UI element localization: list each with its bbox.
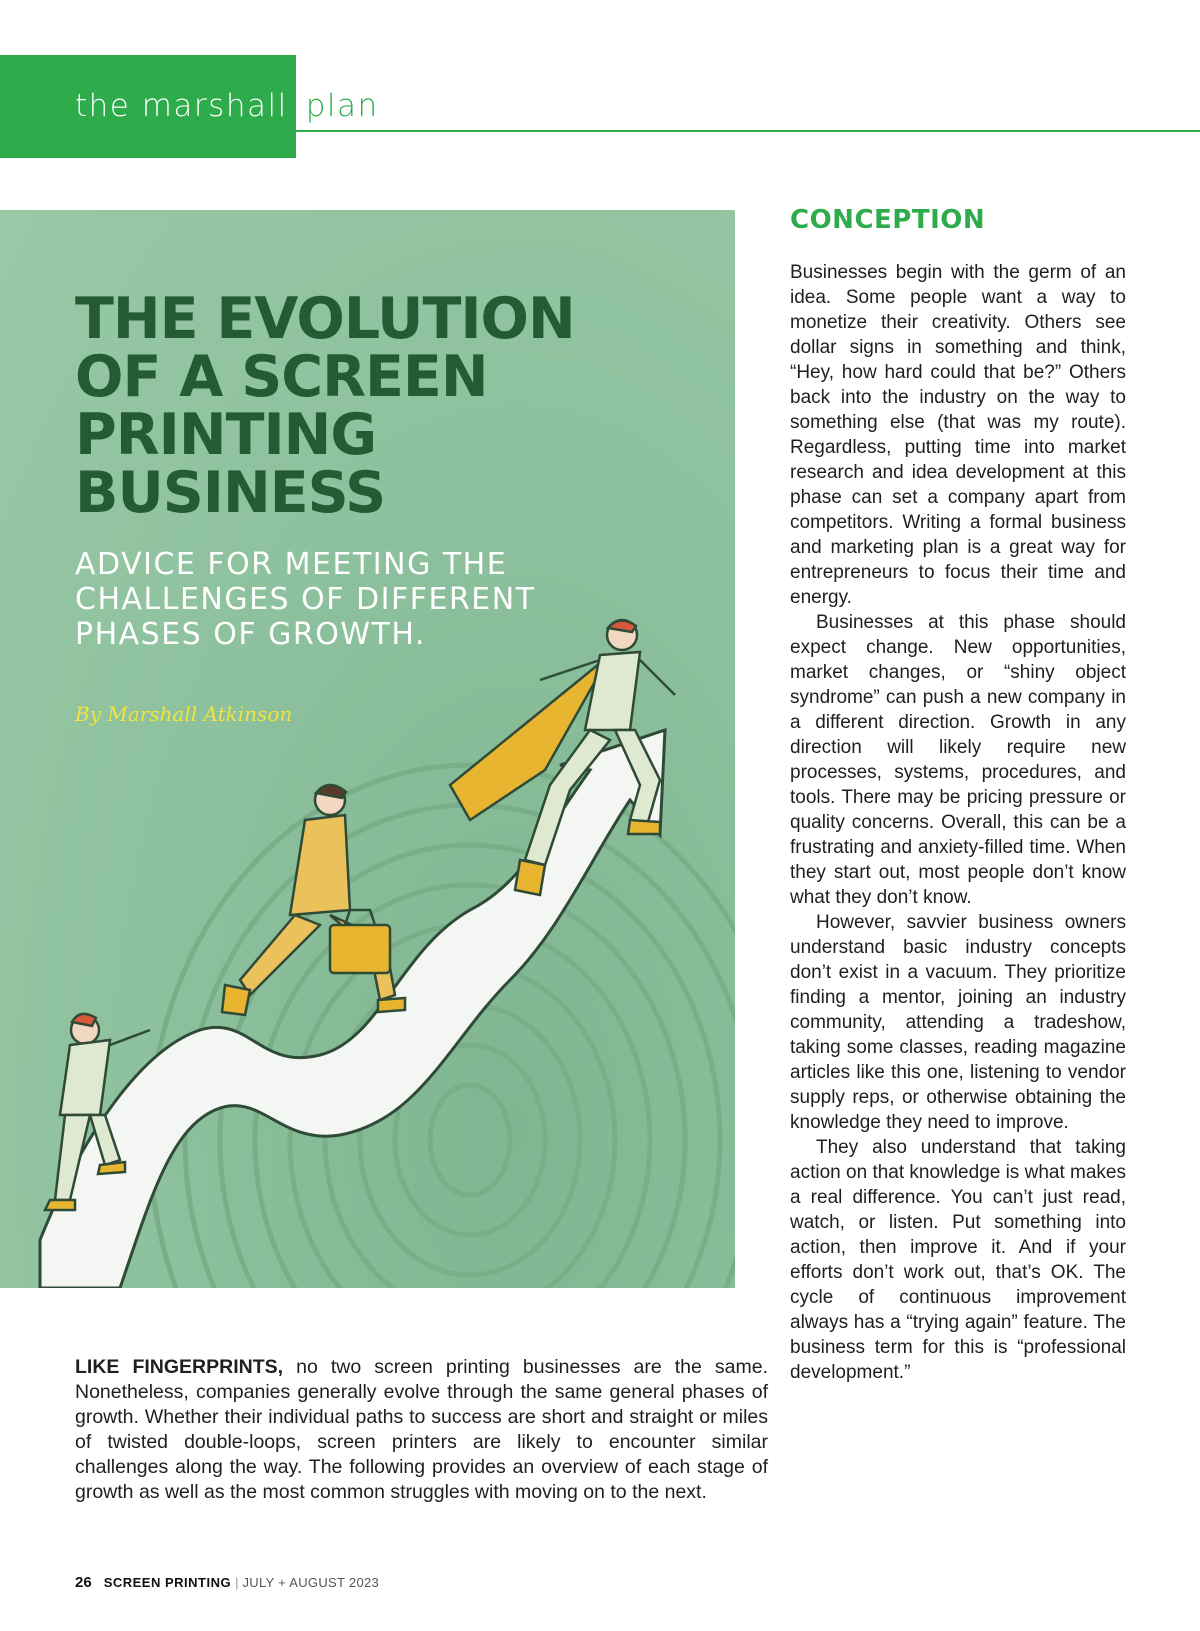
hero-panel	[0, 210, 735, 1288]
body-paragraph: Businesses at this phase should expect change. New opportunities, market changes, or “shiny object syndrome” can push a new company in a different direction. Growth in any direction will likely require new processes, systems, procedures, and tools. There may be pricing pressure or quality concerns. Overall, this can be a frustrating and anxiety-filled time. When they start out, most people don’t know what they don’t know.	[790, 612, 1126, 908]
section-header-word-1: the marshall	[75, 88, 288, 124]
intro-paragraph	[75, 1355, 768, 1505]
growth-arrow-path	[40, 730, 665, 1288]
body-paragraph: However, savvier business owners understand basic industry concepts don’t exist in a vacuum. They prioritize finding a mentor, joining an industry community, attending a tradeshow, taking some classes, reading magazine articles like this one, listening to vendor supply reps, or otherwise obtaining the knowledge they need to improve.	[790, 912, 1126, 1133]
intro-lead-in: LIKE FINGERPRINTS,	[75, 1356, 284, 1378]
climber-figure-2	[222, 785, 405, 1015]
section-header-rule	[296, 130, 1200, 132]
body-paragraph: Businesses begin with the germ of an idea. Some people want a way to monetize their creativity. Others see dollar signs in something and think, “Hey, how hard could that be?” Others back into the industry on the way to something else (that was my route). Regardless, putting time into market research and idea development at this phase can set a company apart from competitors. Writing a formal business and marketing plan is a great way for entrepreneurs to focus their time and energy.	[790, 262, 1126, 608]
section-header-word-2: plan	[305, 88, 379, 124]
body-paragraph: They also understand that taking action on that knowledge is what makes a real difference. You can’t just read, watch, or listen. Put something into action, then improve it. And if your efforts don’t work out, that’s OK. The cycle of continuous improvement always has a “trying again” feature. The business term for this is “professional development.”	[790, 1137, 1126, 1383]
article-subtitle: ADVICE FOR MEETING THE CHALLENGES OF DIFFERENT PHASES OF GROWTH.	[75, 547, 536, 652]
footer-separator: |	[235, 1575, 239, 1590]
section-header-label	[75, 86, 379, 126]
publication-name: SCREEN PRINTING	[103, 1575, 232, 1590]
intro-body: no two screen printing businesses are the same. Nonetheless, companies generally evolve through the same general phases of growth. Whether their individual paths to success are short and straight or miles of twisted double-loops, screen printers are likely to encounter similar challenges along the way. The following provides an overview of each stage of growth as well as the most common struggles with moving on to the next.	[75, 1356, 769, 1503]
article-title: THE EVOLUTION OF A SCREEN PRINTING BUSINESS	[75, 286, 575, 526]
section-heading: CONCEPTION	[790, 205, 986, 235]
page-number: 26	[75, 1574, 92, 1591]
right-column	[790, 200, 1126, 1385]
page-footer	[75, 1574, 379, 1591]
article-byline: By Marshall Atkinson	[75, 702, 293, 726]
issue-date: JULY + AUGUST 2023	[242, 1575, 380, 1590]
